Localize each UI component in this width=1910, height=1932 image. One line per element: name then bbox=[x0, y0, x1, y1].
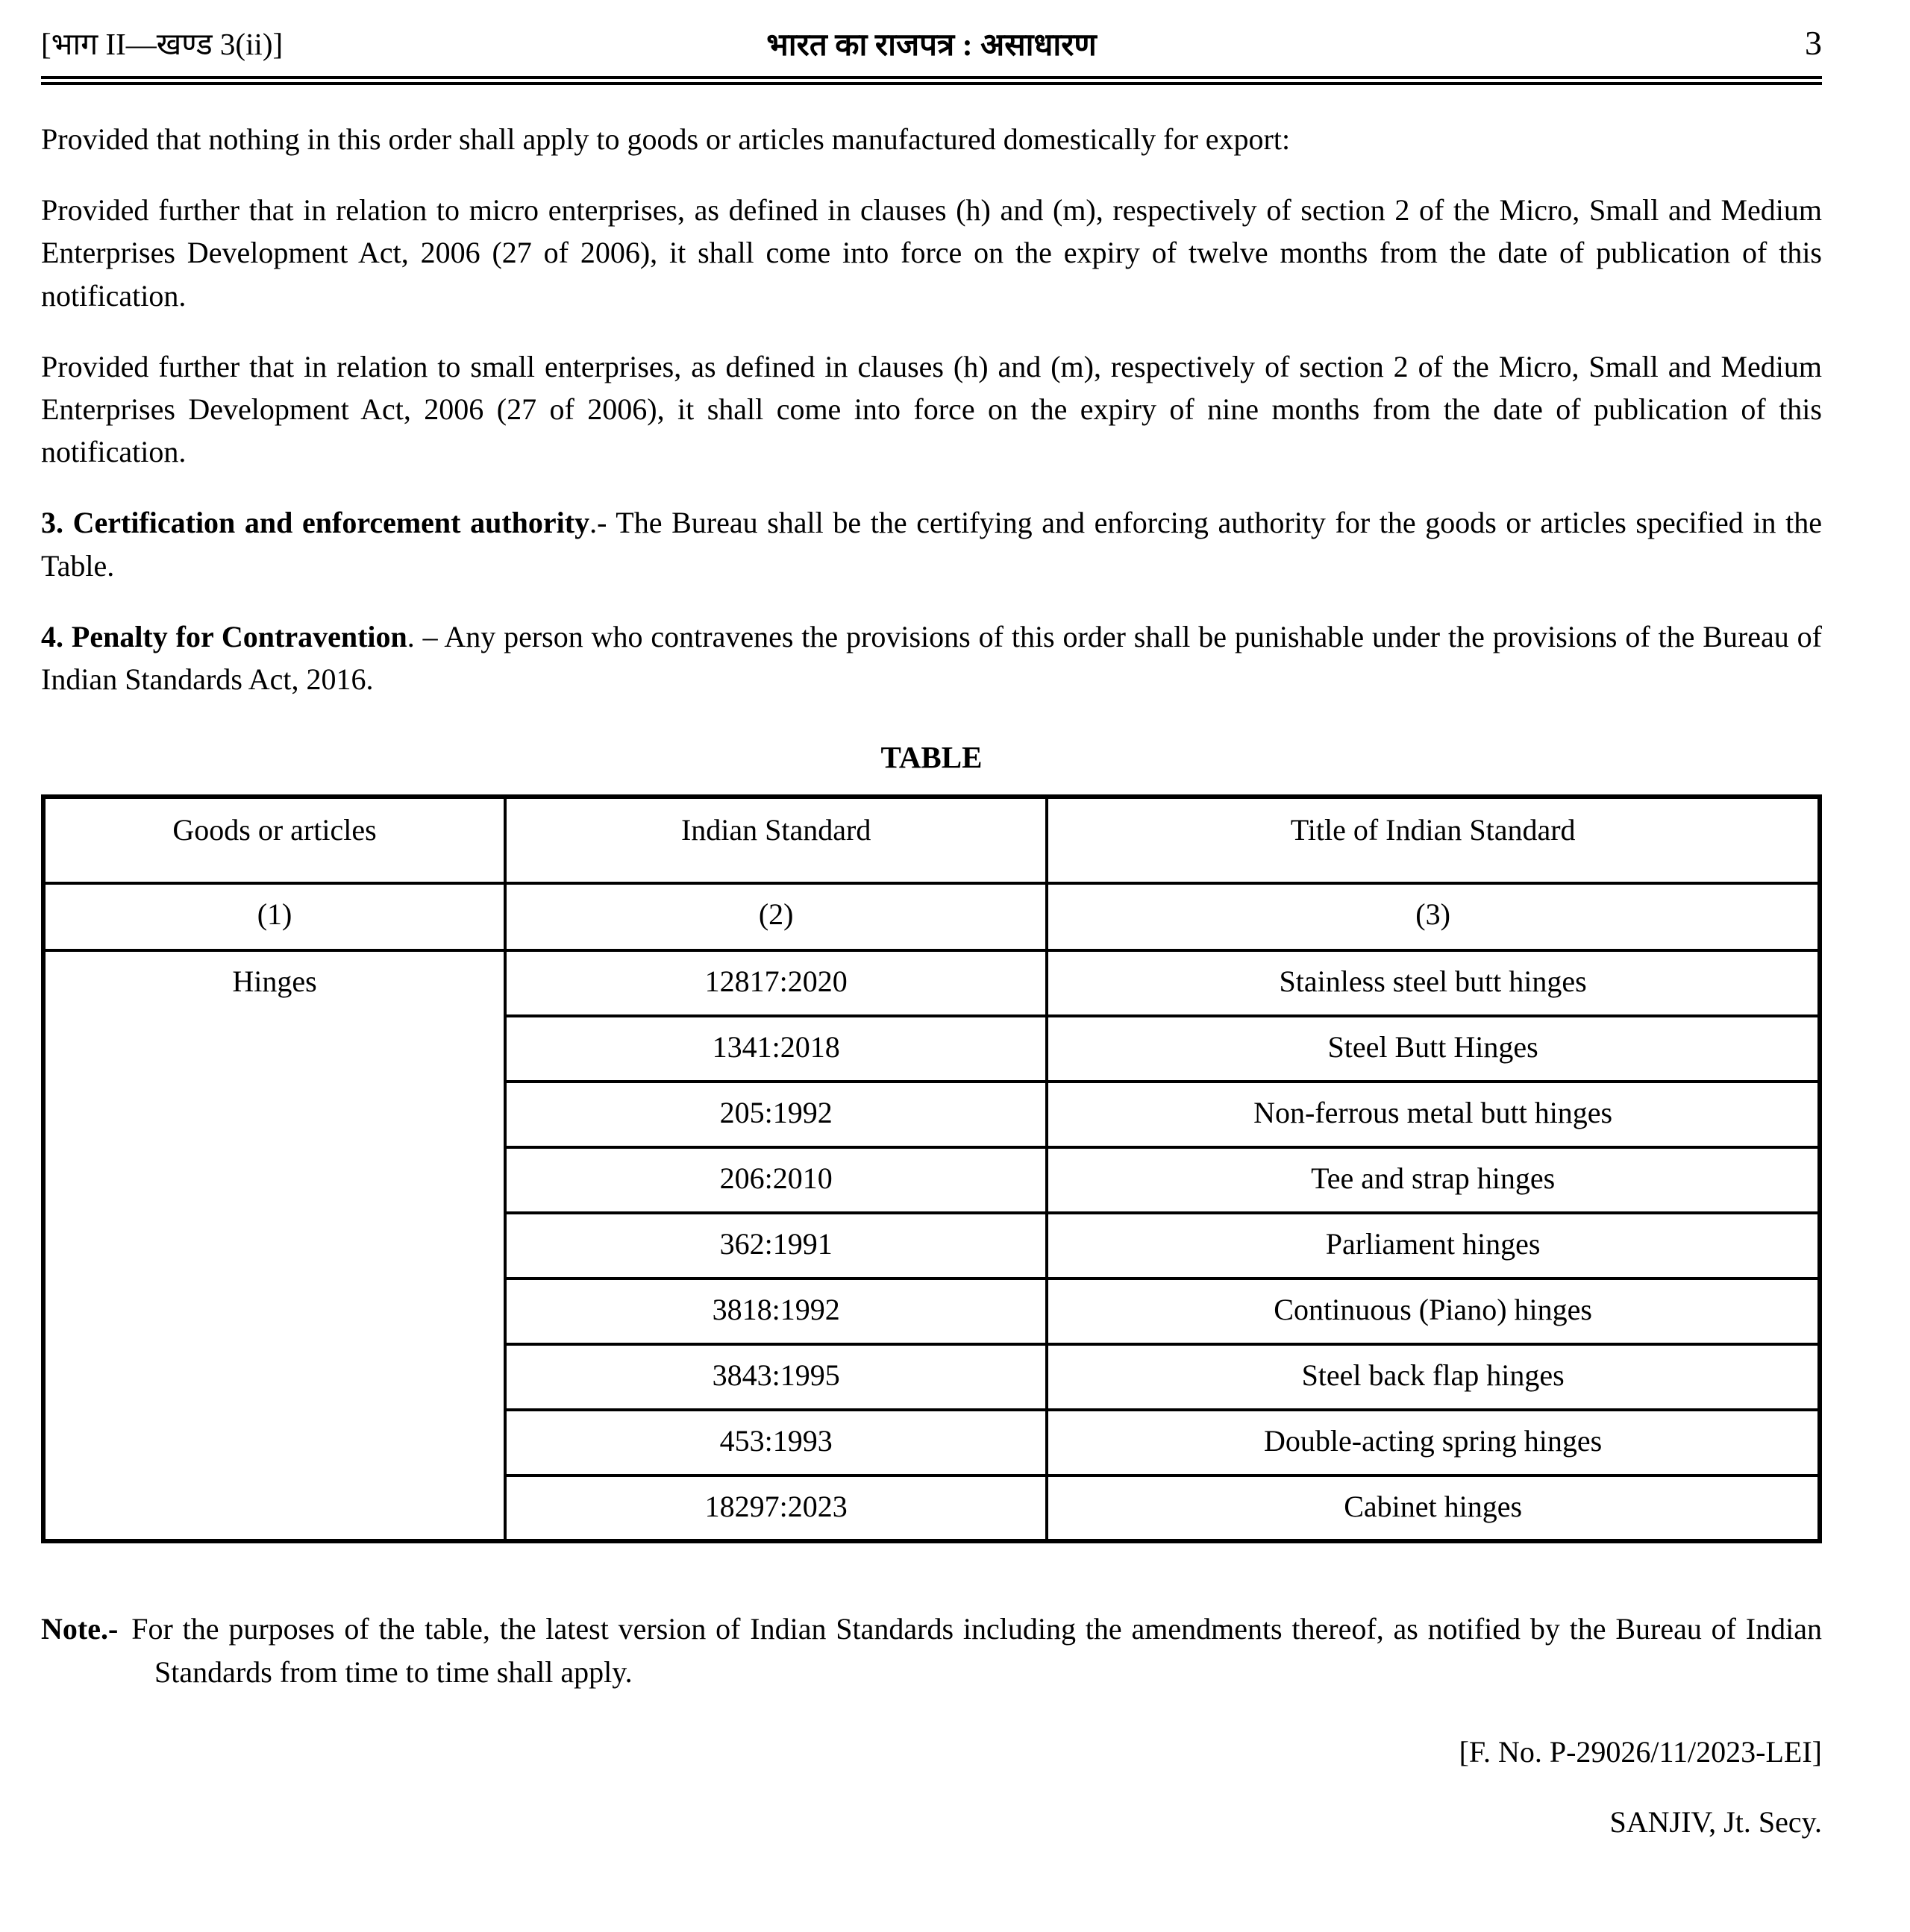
table-column-number-row bbox=[43, 883, 1820, 950]
file-number: [F. No. P-29026/11/2023-LEI] bbox=[1459, 1735, 1822, 1769]
gazette-page bbox=[0, 22, 1910, 1843]
goods-cell-hinges: Hinges bbox=[43, 950, 505, 1541]
standard-title-cell: Tee and strap hinges bbox=[1047, 1147, 1820, 1213]
header-gazette-title: भारत का राजपत्र : असाधारण bbox=[766, 28, 1097, 63]
standard-title-cell: Double-acting spring hinges bbox=[1047, 1410, 1820, 1475]
standard-title-cell: Stainless steel butt hinges bbox=[1047, 950, 1820, 1016]
section-certification-authority bbox=[41, 501, 1822, 586]
header-part-section: [भाग II—खण्ड 3(ii)] bbox=[41, 27, 284, 61]
column-header-title: Title of Indian Standard bbox=[1047, 797, 1820, 883]
standard-title-cell: Continuous (Piano) hinges bbox=[1047, 1279, 1820, 1344]
section-penalty-contravention bbox=[41, 615, 1822, 700]
standard-cell: 1341:2018 bbox=[505, 1016, 1047, 1082]
standards-table bbox=[41, 794, 1822, 1543]
paragraph-proviso-export: Provided that nothing in this order shall apply to goods or articles manufactured domestically for export: bbox=[41, 122, 1291, 156]
column-header-goods: Goods or articles bbox=[43, 797, 505, 883]
paragraph-proviso-micro-enterprises: Provided further that in relation to micro enterprises, as defined in clauses (h) and (m), respectively of section 2 of the Micro, Small and Medium Enterprises Development Act, 2006 (27 of 2006), it shall come into force on the expiry of twelve months from the date of publication of this notification. bbox=[41, 193, 1822, 313]
standard-cell: 3843:1995 bbox=[505, 1344, 1047, 1410]
standard-cell: 18297:2023 bbox=[505, 1475, 1047, 1541]
standard-cell: 362:1991 bbox=[505, 1213, 1047, 1279]
note-paragraph bbox=[41, 1608, 1822, 1694]
standard-cell: 206:2010 bbox=[505, 1147, 1047, 1213]
table-title: TABLE bbox=[880, 740, 983, 775]
standard-title-cell: Steel Butt Hinges bbox=[1047, 1016, 1820, 1082]
standard-cell: 453:1993 bbox=[505, 1410, 1047, 1475]
column-number-1: (1) bbox=[43, 883, 505, 950]
standard-title-cell: Steel back flap hinges bbox=[1047, 1344, 1820, 1410]
page-number: 3 bbox=[1805, 24, 1822, 62]
header-double-rule bbox=[41, 76, 1822, 85]
table-row bbox=[43, 950, 1820, 1016]
note-label: Note.- bbox=[41, 1612, 119, 1646]
standard-cell: 3818:1992 bbox=[505, 1279, 1047, 1344]
standard-title-cell: Cabinet hinges bbox=[1047, 1475, 1820, 1541]
page-header bbox=[41, 22, 1822, 69]
column-number-2: (2) bbox=[505, 883, 1047, 950]
standard-cell: 205:1992 bbox=[505, 1082, 1047, 1147]
section-3-heading: 3. Certification and enforcement authority bbox=[41, 506, 590, 540]
table-header-row bbox=[43, 797, 1820, 883]
section-4-heading: 4. Penalty for Contravention bbox=[41, 619, 407, 653]
section-3-body: .- The Bureau shall be the certifying and enforcing authority for the goods or articles specified in the Table. bbox=[41, 506, 1822, 583]
standard-cell: 12817:2020 bbox=[505, 950, 1047, 1016]
note-text: For the purposes of the table, the latest version of Indian Standards including the amendments thereof, as notified by the Bureau of Indian Standards from time to time shall apply. bbox=[131, 1612, 1822, 1690]
standard-title-cell: Non-ferrous metal butt hinges bbox=[1047, 1082, 1820, 1147]
column-header-standard: Indian Standard bbox=[505, 797, 1047, 883]
standard-title-cell: Parliament hinges bbox=[1047, 1213, 1820, 1279]
paragraph-proviso-small-enterprises: Provided further that in relation to small enterprises, as defined in clauses (h) and (m), respectively of section 2 of the Micro, Small and Medium Enterprises Development Act, 2006 (27 of 2006), it shall come into force on the expiry of nine months from the date of publication of this notification. bbox=[41, 349, 1822, 469]
signatory: SANJIV, Jt. Secy. bbox=[1609, 1805, 1822, 1840]
section-4-body: . – Any person who contravenes the provisions of this order shall be punishable under the provisions of the Bureau of Indian Standards Act, 2016. bbox=[41, 619, 1822, 696]
column-number-3: (3) bbox=[1047, 883, 1820, 950]
